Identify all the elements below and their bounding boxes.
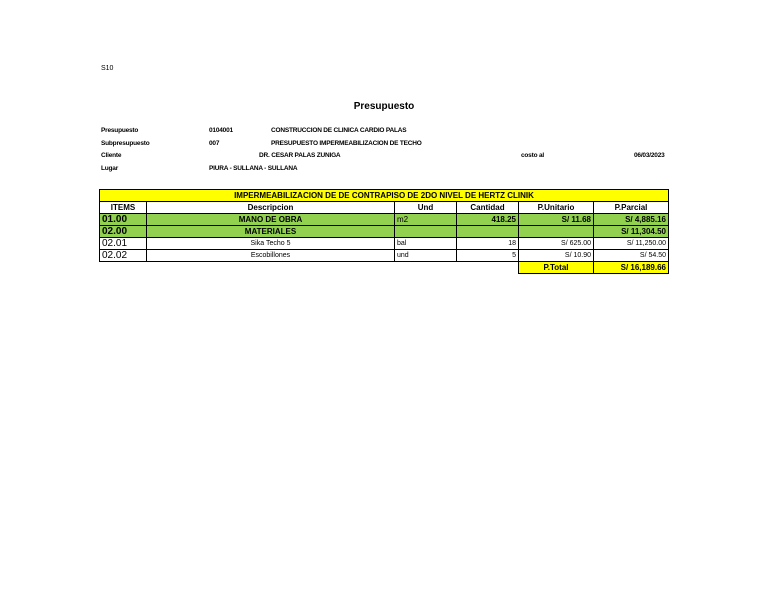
page-title: Presupuesto — [353, 101, 415, 112]
costo-date: 06/03/2023 — [634, 152, 665, 159]
description-cell: Escobillones — [147, 250, 395, 262]
column-header: Descripcion — [147, 202, 395, 214]
document-code: S10 — [101, 65, 114, 72]
column-header: P.Parcial — [594, 202, 669, 214]
total-value: S/ 16,189.66 — [594, 262, 669, 274]
presupuesto-name: CONSTRUCCION DE CLINICA CARDIO PALAS — [271, 127, 407, 134]
table-row — [100, 238, 669, 250]
partial-price-cell: S/ 54.50 — [594, 250, 669, 262]
costo-label: costo al — [521, 152, 544, 159]
partial-price-cell: S/ 11,304.50 — [594, 226, 669, 238]
column-header: Und — [395, 202, 457, 214]
presupuesto-code: 0104001 — [209, 127, 233, 134]
unit-cell: und — [395, 250, 457, 262]
cliente-label: Cliente — [101, 152, 122, 159]
total-row — [100, 262, 669, 274]
presupuesto-label: Presupuesto — [101, 127, 139, 134]
column-header: P.Unitario — [519, 202, 594, 214]
unit-cell: m2 — [395, 214, 457, 226]
description-cell: Sika Techo 5 — [147, 238, 395, 250]
unit-cell — [395, 226, 457, 238]
cliente-name: DR. CESAR PALAS ZUNIGA — [259, 152, 341, 159]
table-banner-row — [100, 190, 669, 202]
lugar-label: Lugar — [101, 165, 119, 172]
quantity-cell: 18 — [457, 238, 519, 250]
partial-price-cell: S/ 4,885.16 — [594, 214, 669, 226]
total-label: P.Total — [519, 262, 594, 274]
quantity-cell — [457, 226, 519, 238]
table-row — [100, 214, 669, 226]
unit-cell: bal — [395, 238, 457, 250]
table-header-row — [100, 202, 669, 214]
subpresupuesto-label: Subpresupuesto — [101, 140, 150, 147]
description-cell: MANO DE OBRA — [147, 214, 395, 226]
budget-table — [99, 189, 669, 274]
column-header: Cantidad — [457, 202, 519, 214]
column-header: ITEMS — [100, 202, 147, 214]
item-cell: 02.02 — [100, 250, 147, 262]
subpresupuesto-code: 007 — [209, 140, 220, 147]
lugar-value: PIURA - SULLANA - SULLANA — [209, 165, 298, 172]
partial-price-cell: S/ 11,250.00 — [594, 238, 669, 250]
quantity-cell: 5 — [457, 250, 519, 262]
item-cell: 02.00 — [100, 226, 147, 238]
unit-price-cell: S/ 625.00 — [519, 238, 594, 250]
table-banner: IMPERMEABILIZACION DE DE CONTRAPISO DE 2DO NIVEL DE HERTZ CLINIK — [100, 190, 669, 202]
description-cell: MATERIALES — [147, 226, 395, 238]
table-row — [100, 226, 669, 238]
item-cell: 02.01 — [100, 238, 147, 250]
unit-price-cell: S/ 11.68 — [519, 214, 594, 226]
unit-price-cell: S/ 10.90 — [519, 250, 594, 262]
unit-price-cell — [519, 226, 594, 238]
quantity-cell: 418.25 — [457, 214, 519, 226]
subpresupuesto-name: PRESUPUESTO IMPERMEABILIZACION DE TECHO — [271, 140, 422, 147]
item-cell: 01.00 — [100, 214, 147, 226]
table-row — [100, 250, 669, 262]
